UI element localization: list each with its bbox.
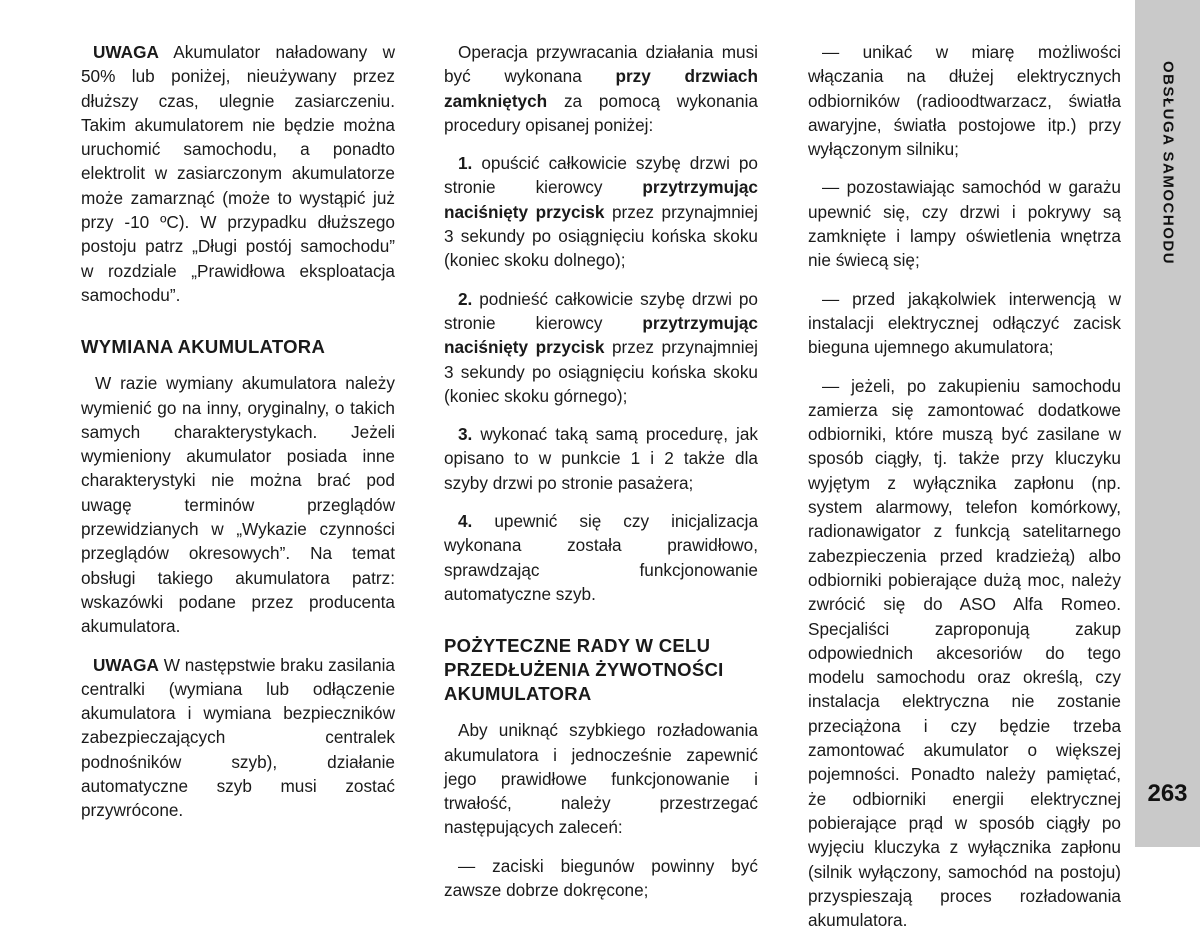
warning-text: Akumulator naładowany w 50% lub poniżej, nieużywany przez dłuższy czas, ulegnie zasiarczeniu. Takim akumulatorem nie będzie można uruchomić samochodu, a ponadto elektrolit w zasiarczonym akumulatorze może zamarznąć (może to wystąpić już przy -10 ºC). W przypadku dłuższego postoju patrz „Długi postój samochodu” w rozdziale „Prawidłowa eksploatacja samochodu”. xyxy=(81,42,395,305)
tips-intro: Aby uniknąć szybkiego rozładowania akumulatora i jednocześnie zapewnić jego prawidłowe funkcjonowanie i trwałość, należy przestrzegać następujących zaleceń: xyxy=(444,720,758,838)
step-1-number: 1. xyxy=(458,153,473,174)
step-2-text-a: podnieść całkowicie szybę drzwi po stronie kierowcy xyxy=(444,288,758,333)
warning-label-2: UWAGA xyxy=(93,654,159,675)
column-3 xyxy=(808,40,1121,946)
warning-paragraph xyxy=(81,40,395,307)
page-number: 263 xyxy=(1147,780,1188,807)
intro-text-b: za pomocą wykonania procedury opisanej poniżej: xyxy=(444,90,758,135)
intro-text-a: Operacja przywracania działania musi być wykonana xyxy=(444,42,758,87)
tip-item: — przed jakąkolwiek interwencją w instalacji elektrycznej odłączyć zacisk bieguna ujemnego akumulatora; xyxy=(808,288,1121,358)
warning-paragraph-2 xyxy=(81,653,395,823)
tip-item: — unikać w miarę możliwości włączania na dłużej elektrycznych odbiorników (radioodtwarzacz, światła awaryjne, światła postojowe itp.) przy wyłączonym silniku; xyxy=(808,42,1121,160)
step-4-text: upewnić się czy inicjalizacja wykonana została prawidłowo, sprawdzając funkcjonowanie automatyczne szyb. xyxy=(444,511,758,604)
intro-bold: przy drzwiach zamkniętych xyxy=(444,66,758,111)
step-3-number: 3. xyxy=(458,424,473,445)
column-2 xyxy=(444,40,758,916)
warning-label: UWAGA xyxy=(93,42,159,62)
tip-item: — zaciski biegunów powinny być zawsze dobrze dokręcone; xyxy=(444,855,758,901)
step-4-number: 4. xyxy=(458,511,473,532)
step-3-text: wykonać taką samą procedurę, jak opisano to w punkcie 1 i 2 także dla szyby drzwi po stronie pasażera; xyxy=(444,424,758,493)
section-tab-title xyxy=(1135,0,1200,300)
step-4 xyxy=(444,509,758,606)
step-2-bold: przytrzymując naciśnięty przycisk xyxy=(444,312,758,358)
warning-text-2: W następstwie braku zasilania centralki (wymiana lub odłączenie akumulatora i wymiana bezpieczników zabezpieczających centralek podnośników szyb), działanie automatyczne szyb musi zostać przywrócone. xyxy=(81,654,395,821)
step-3 xyxy=(444,422,758,495)
step-2-number: 2. xyxy=(458,288,473,309)
section-title-text: OBSŁUGA SAMOCHODU xyxy=(1159,60,1176,266)
step-2 xyxy=(444,287,758,408)
tip-item: — jeżeli, po zakupieniu samochodu zamierza się zamontować dodatkowe odbiorniki, które muszą być zasilane w sposób ciągły, tj. także przy kluczyku wyjętym z wyłącznika zapłonu (np. system alarmowy, telefon komórkowy, radionawigator z funkcją satelitarnego zabezpieczenia przed kradzieżą) albo odbiorniki pobierające dużą moc, należy zwrócić się do ASO Alfa Romeo. Specjaliści zaproponują zakup odpowiednich akcesoriów do tego modelu samochodu oraz określą, czy instalacja elektryczna nie zostanie przeciążona i czy będzie trzeba zamontować akumulator o większej pojemności. Ponadto należy pamiętać, że odbiorniki energii elektrycznej pobierające prąd w sposób ciągły po wyjęciu kluczyka z wyłącznika zapłonu (silnik wyłączony, samochód na postoju) przyspieszają proces rozładowania akumulatora. xyxy=(808,375,1121,931)
section-heading-replacement: WYMIANA AKUMULATORA xyxy=(81,336,326,358)
procedure-intro xyxy=(444,40,758,137)
step-1-text-a: opuścić całkowicie szybę drzwi po stronie kierowcy xyxy=(444,153,758,198)
tip-item: — pozostawiając samochód w garażu upewnić się, czy drzwi i pokrywy są zamknięte i lampy oświetlenia wnętrza nie świecą się; xyxy=(808,177,1121,271)
step-1 xyxy=(444,151,758,272)
step-2-text-b: przez przynajmniej 3 sekundy po osiągnięciu końska skoku (koniec skoku górnego); xyxy=(444,337,758,406)
step-1-text-b: przez przynajmniej 3 sekundy po osiągnięciu końska skoku (koniec skoku dolnego); xyxy=(444,201,758,271)
section-heading-tips: POŻYTECZNE RADY W CELU PRZEDŁUŻENIA ŻYWOTNOŚCI AKUMULATORA xyxy=(444,635,724,705)
column-1 xyxy=(81,40,395,837)
replacement-paragraph: W razie wymiany akumulatora należy wymienić go na inny, oryginalny, o takich samych charakterystykach. Jeżeli wymieniony akumulator posiada inne charakterystyki nie można brać pod uwagę terminów przeglądów przewidzianych w „Wykazie czynności przeglądów okresowych”. Na temat obsługi takiego akumulatora patrz: wskazówki podane przez producenta akumulatora. xyxy=(81,373,395,637)
step-1-bold: przytrzymując naciśnięty przycisk xyxy=(444,177,758,222)
